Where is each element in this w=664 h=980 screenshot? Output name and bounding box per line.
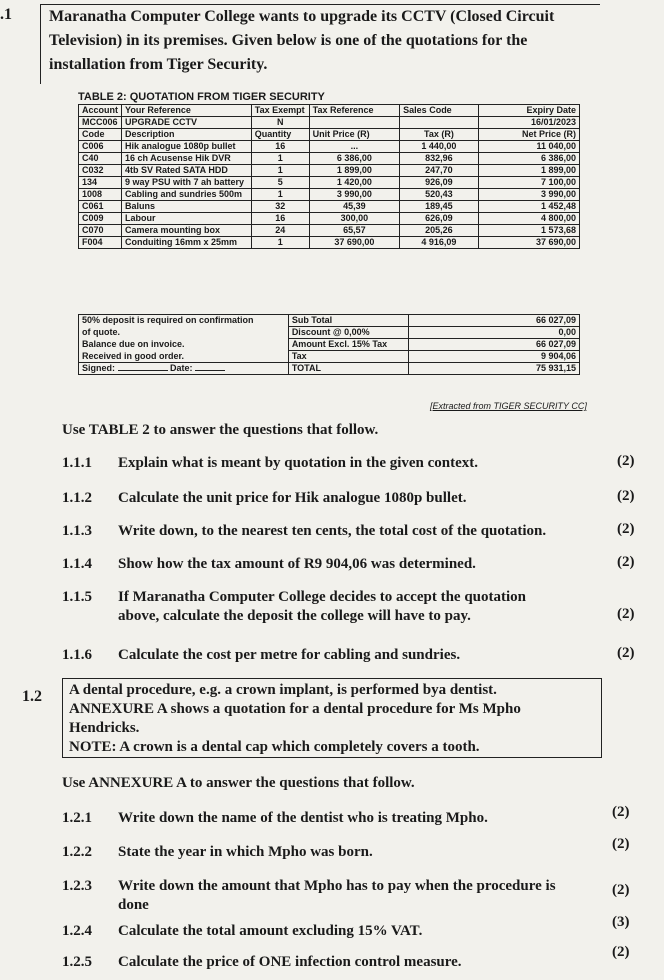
table-cell: 134 (79, 177, 122, 189)
table-cell: C006 (79, 141, 122, 153)
table-cell: 1 (251, 237, 309, 249)
table-cell: 1 899,00 (309, 165, 400, 177)
question-text: Show how the tax amount of R9 904,06 was determined. (118, 556, 476, 572)
table-cell: 7 100,00 (478, 177, 579, 189)
table-row (79, 177, 580, 189)
column-header: Unit Price (R) (309, 129, 400, 141)
table-row (79, 213, 580, 225)
table-cell: C070 (79, 225, 122, 237)
header-cell (400, 117, 478, 129)
question-number: 1.2.2 (62, 844, 92, 860)
question-marks: (2) (617, 645, 635, 661)
question-number: 1.1.4 (62, 556, 92, 572)
table-cell: C009 (79, 213, 122, 225)
table-cell: 24 (251, 225, 309, 237)
table-cell: 1008 (79, 189, 122, 201)
table-title: TABLE 2: QUOTATION FROM TIGER SECURITY (78, 91, 325, 103)
table-cell: 1 452,48 (478, 201, 579, 213)
question-marks: (2) (617, 554, 635, 570)
table-cell: Cabling and sundries 500m (122, 189, 252, 201)
context-line: Hendricks. (69, 720, 140, 736)
header-row (79, 117, 580, 129)
question-text-continued: above, calculate the deposit the college will have to pay. (118, 608, 471, 624)
column-header: Description (122, 129, 252, 141)
summary-label: TOTAL (288, 363, 408, 375)
table-cell: Camera mounting box (122, 225, 252, 237)
question-number: 1.2.4 (62, 923, 92, 939)
question-text: Calculate the cost per metre for cabling and sundries. (118, 647, 461, 663)
table-cell: 1 420,00 (309, 177, 400, 189)
table-cell: ... (309, 141, 400, 153)
table-cell: 11 040,00 (478, 141, 579, 153)
signature-line (79, 363, 289, 375)
column-header: Code (79, 129, 122, 141)
question-text: Write down the name of the dentist who is treating Mpho. (118, 810, 488, 826)
summary-label: Tax (288, 351, 408, 363)
header-cell: UPGRADE CCTV (122, 117, 252, 129)
header-cell: N (251, 117, 309, 129)
table-cell: Conduiting 16mm x 25mm (122, 237, 252, 249)
summary-value: 75 931,15 (408, 363, 579, 375)
summary-label: Discount @ 0,00% (288, 327, 408, 339)
table-cell: 32 (251, 201, 309, 213)
table-cell: Baluns (122, 201, 252, 213)
intro-line: Television) in its premises. Given below is one of the quotations for the (49, 32, 528, 49)
table-cell: 5 (251, 177, 309, 189)
column-header: Net Price (R) (478, 129, 579, 141)
intro-line: Maranatha Computer College wants to upgrade its CCTV (Closed Circuit (49, 8, 555, 25)
table-cell: 205,26 (400, 225, 478, 237)
table-cell: 16 (251, 213, 309, 225)
table-row (79, 141, 580, 153)
table-cell: C40 (79, 153, 122, 165)
table-cell: 3 990,00 (478, 189, 579, 201)
quotation-table (78, 104, 580, 249)
table-cell: 6 386,00 (309, 153, 400, 165)
question-number: 1.2.3 (62, 878, 92, 894)
question-marks: (2) (612, 804, 630, 820)
question-number: .1 (0, 6, 12, 23)
question-text: Calculate the total amount excluding 15% VAT. (118, 923, 423, 939)
question-text-continued: done (118, 897, 149, 913)
header-cell: 16/01/2023 (478, 117, 579, 129)
table-cell: 247,70 (400, 165, 478, 177)
table-cell: 4 916,09 (400, 237, 478, 249)
question-marks: (2) (617, 521, 635, 537)
question-text: Write down the amount that Mpho has to pay when the procedure is (118, 878, 556, 894)
table-cell: 1 573,68 (478, 225, 579, 237)
question-text: Calculate the price of ONE infection control measure. (118, 954, 462, 970)
table-source: [Extracted from TIGER SECURITY CC] (430, 401, 587, 411)
date-label: Date: (170, 363, 193, 373)
table-cell: 3 990,00 (309, 189, 400, 201)
header-cell: Sales Code (400, 105, 478, 117)
question-number: 1.1.1 (62, 455, 92, 471)
header-cell: Expiry Date (478, 105, 579, 117)
question-number: 1.2.1 (62, 810, 92, 826)
context-line: ANNEXURE A shows a quotation for a dental procedure for Ms Mpho (69, 701, 521, 717)
summary-label: Sub Total (288, 315, 408, 327)
column-header-row (79, 129, 580, 141)
context-line: NOTE: A crown is a dental cap which completely covers a tooth. (69, 739, 480, 755)
table-cell: 4tb SV Rated SATA HDD (122, 165, 252, 177)
table-row (79, 201, 580, 213)
summary-table (78, 314, 580, 375)
table-cell: Hik analogue 1080p bullet (122, 141, 252, 153)
header-cell: Your Reference (122, 105, 252, 117)
question-marks: (3) (612, 914, 630, 930)
question-number: 1.1.2 (62, 490, 92, 506)
question-number: 1.1.6 (62, 647, 92, 663)
summary-value: 0,00 (408, 327, 579, 339)
table-cell: 520,43 (400, 189, 478, 201)
question-text: State the year in which Mpho was born. (118, 844, 373, 860)
question-text: Calculate the unit price for Hik analogue 1080p bullet. (118, 490, 467, 506)
table-cell: 37 690,00 (478, 237, 579, 249)
summary-value: 66 027,09 (408, 339, 579, 351)
question-marks: (2) (612, 944, 630, 960)
table-row (79, 153, 580, 165)
table-cell: 1 440,00 (400, 141, 478, 153)
table-cell: 6 386,00 (478, 153, 579, 165)
header-cell: MCC006 (79, 117, 122, 129)
question-text: Write down, to the nearest ten cents, the total cost of the quotation. (118, 523, 547, 539)
question-marks: (2) (617, 453, 635, 469)
summary-value: 66 027,09 (408, 315, 579, 327)
instruction: Use TABLE 2 to answer the questions that follow. (62, 422, 379, 438)
table-row (79, 165, 580, 177)
table-cell: 4 800,00 (478, 213, 579, 225)
summary-note: of quote. (79, 327, 289, 339)
column-header: Tax (R) (400, 129, 478, 141)
table-cell: 926,09 (400, 177, 478, 189)
summary-label: Amount Excl. 15% Tax (288, 339, 408, 351)
context-line: A dental procedure, e.g. a crown implant, is performed bya dentist. (69, 682, 497, 698)
table-cell: C032 (79, 165, 122, 177)
question-text: Explain what is meant by quotation in the given context. (118, 455, 479, 471)
intro-box (40, 4, 600, 84)
summary-value: 9 904,06 (408, 351, 579, 363)
table-cell: Labour (122, 213, 252, 225)
question-marks: (2) (617, 488, 635, 504)
table-cell: 16 (251, 141, 309, 153)
table-cell: 189,45 (400, 201, 478, 213)
table-cell: C061 (79, 201, 122, 213)
question-number: 1.2.5 (62, 954, 92, 970)
table-cell: 832,96 (400, 153, 478, 165)
header-row (79, 105, 580, 117)
column-header: Quantity (251, 129, 309, 141)
question-text: If Maranatha Computer College decides to accept the quotation (118, 589, 527, 605)
table-cell: 1 899,00 (478, 165, 579, 177)
header-cell: Tax Exempt (251, 105, 309, 117)
table-cell: 626,09 (400, 213, 478, 225)
summary-note: 50% deposit is required on confirmation (79, 315, 289, 327)
intro-line: installation from Tiger Security. (49, 56, 268, 73)
table-row (79, 225, 580, 237)
question-marks: (2) (612, 836, 630, 852)
table-cell: 9 way PSU with 7 ah battery (122, 177, 252, 189)
question-marks: (2) (612, 882, 630, 898)
table-cell: 1 (251, 153, 309, 165)
question-number: 1.1.3 (62, 523, 92, 539)
summary-note: Balance due on invoice. (79, 339, 289, 351)
table-cell: 1 (251, 189, 309, 201)
summary-note: Received in good order. (79, 351, 289, 363)
context-box (62, 678, 602, 758)
table-cell: 16 ch Acusense Hik DVR (122, 153, 252, 165)
header-cell (309, 117, 400, 129)
instruction: Use ANNEXURE A to answer the questions that follow. (62, 775, 415, 791)
table-row (79, 189, 580, 201)
table-cell: F004 (79, 237, 122, 249)
table-cell: 37 690,00 (309, 237, 400, 249)
question-number: 1.2 (22, 688, 42, 705)
table-row (79, 237, 580, 249)
table-cell: 45,39 (309, 201, 400, 213)
question-number: 1.1.5 (62, 589, 92, 605)
question-marks: (2) (617, 606, 635, 622)
table-cell: 1 (251, 165, 309, 177)
header-cell: Tax Reference (309, 105, 400, 117)
table-cell: 65,57 (309, 225, 400, 237)
table-cell: 300,00 (309, 213, 400, 225)
header-cell: Account (79, 105, 122, 117)
signed-label: Signed: (82, 363, 115, 373)
